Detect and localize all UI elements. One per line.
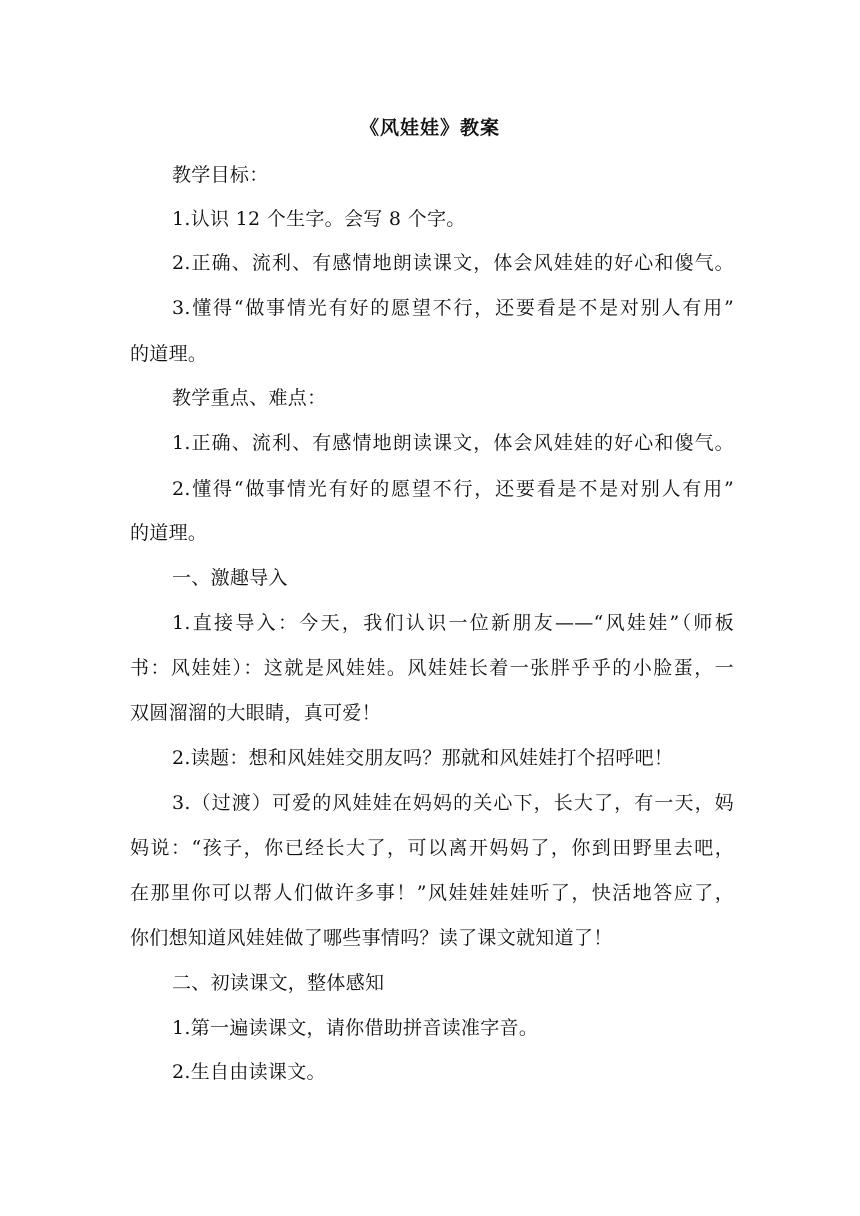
paragraph-line: 的道理。: [130, 343, 208, 365]
paragraph-line: 在那里你可以帮人们做许多事！”风娃娃娃娃听了，快活地答应了，: [130, 882, 734, 904]
paragraph-line: 2.正确、流利、有感情地朗读课文，体会风娃娃的好心和傻气。: [172, 252, 734, 274]
paragraph-line: 的道理。: [130, 522, 208, 544]
paragraph-line: 1.直接导入：今天，我们认识一位新朋友——“风娃娃”（师板: [172, 612, 734, 634]
paragraph-line: 书：风娃娃）：这就是风娃娃。风娃娃长着一张胖乎乎的小脸蛋，一: [130, 657, 734, 679]
paragraph-line: 2.读题：想和风娃娃交朋友吗？那就和风娃娃打个招呼吧！: [172, 747, 674, 769]
paragraph-line: 3.（过渡）可爱的风娃娃在妈妈的关心下，长大了，有一天，妈: [172, 792, 734, 814]
paragraph-line: 你们想知道风娃娃做了哪些事情吗？读了课文就知道了！: [130, 927, 613, 949]
paragraph-line: 1.认识 12 个生字。会写 8 个字。: [172, 208, 466, 230]
paragraph-line: 2.生自由读课文。: [172, 1061, 326, 1083]
paragraph-line: 一、激趣导入: [172, 567, 288, 589]
paragraph-line: 二、初读课文，整体感知: [172, 972, 385, 994]
paragraph-line: 1.正确、流利、有感情地朗读课文，体会风娃娃的好心和傻气。: [172, 432, 734, 454]
document-title: 《风娃娃》教案: [359, 117, 500, 139]
paragraph-line: 教学重点、难点：: [172, 387, 327, 409]
paragraph-line: 2.懂得“做事情光有好的愿望不行，还要看是不是对别人有用”: [172, 478, 734, 500]
paragraph-line: 双圆溜溜的大眼睛，真可爱！: [130, 702, 381, 724]
paragraph-line: 教学目标：: [172, 164, 269, 186]
paragraph-line: 妈说：“孩子，你已经长大了，可以离开妈妈了，你到田野里去吧，: [130, 837, 734, 859]
paragraph-line: 1.第一遍读课文，请你借助拼音读准字音。: [172, 1017, 539, 1039]
paragraph-line: 3.懂得“做事情光有好的愿望不行，还要看是不是对别人有用”: [172, 297, 734, 319]
